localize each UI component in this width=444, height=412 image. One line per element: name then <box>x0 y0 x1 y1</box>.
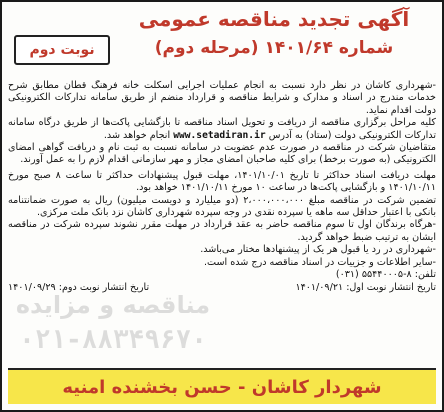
rejection-paragraph <box>8 244 436 256</box>
notice-title: آگهی تجدید مناقصه عمومی <box>138 7 410 31</box>
second-publication-date: تاریخ انتشار نوبت دوم: ۱۴۰۱/۰۹/۲۹ <box>8 281 150 293</box>
other-info-paragraph <box>8 257 436 269</box>
intro-paragraph <box>8 80 436 117</box>
winners-text: هرگاه برندگان اول تا سوم مناقصه حاضر به عقد قرارداد در مهلت مقرر نشوند سپرده شرکت در مناقصه ایشان به ترتیب ضبط خواهد گردید. <box>8 219 436 243</box>
first-publication-date: تاریخ انتشار نوبت اول: ۱۴۰۱/۰۹/۲۱ <box>295 281 436 293</box>
guarantee-paragraph <box>8 195 436 220</box>
other-info-text: سایر اطلاعات و جزییات در اسناد مناقصه درج شده است. <box>204 256 433 268</box>
guarantee-text: تضمین شرکت در مناقصه مبلغ ۲،۰۰۰،۰۰۰،۰۰۰ (دو میلیارد و دویست میلیون) ریال به صورت ضمانتنامه بانکی با اعتبار حداقل سه ماهه یا سپرده نقدی در وجه سپرده شهرداری کاشان نزد بانک ملت مرکزی. <box>8 194 436 219</box>
eligibility-paragraph <box>8 142 436 167</box>
deadline-paragraph <box>8 170 436 195</box>
setad-website-link[interactable]: www.setadiran.ir <box>173 129 266 141</box>
publication-round-badge: نوبت دوم <box>14 35 110 65</box>
procedure-end-text: انجام خواهد شد. <box>103 129 171 141</box>
eligibility-text: متقاضیان شرکت در مناقصه در صورت عدم عضویت در سامانه نسبت به ثبت نام و دریافت گواهی امضای الکترونیکی (به صورت برخط) برای کلیه صاحبان امضای مجاز و مهر سازمانی اقدام لازم را به عمل آورند. <box>8 142 436 166</box>
contact-phone <box>8 269 436 281</box>
winners-paragraph <box>8 219 436 244</box>
publication-dates <box>8 282 436 294</box>
watermark-brand: مناقصه و مزایده <box>15 291 211 319</box>
phone-text: تلفن: ۸-۵۵۴۴۰۰۰۵ (۰۳۱) <box>335 269 436 281</box>
mayor-signature: شهردار کاشان - حسن بخشنده امنیه <box>8 368 436 404</box>
rejection-text: شهرداری در رد یا قبول هر یک از پیشنهادها مختار می‌باشد. <box>200 244 433 256</box>
deadline-text: مهلت دریافت اسناد حداکثر تا تاریخ ۱۴۰۱/۱۰/۰۱، مهلت قبول پیشنهادات حداکثر تا ساعت ۸ صبح مورخ ۱۴۰۱/۱۰/۱۱ و بازگشایی پاکت‌ها در ساعت ۱۰ مورخ ۱۴۰۱/۱۰/۱۱ خواهد بود. <box>8 169 436 194</box>
watermark-phone: ۰۲۱-۸۸۳۴۹۶۷۰ <box>19 325 207 355</box>
notice-header <box>2 2 442 84</box>
notice-number: شماره ۱۴۰۱/۶۴ (مرحله دوم) <box>154 38 394 58</box>
procedure-paragraph <box>8 117 436 142</box>
notice-body <box>8 80 436 370</box>
intro-text: شهرداری کاشان در نظر دارد نسبت به انجام عملیات اجرایی اسکلت خانه فرهنگ قطان مطابق شرح خدمات مندرج در اسناد و مدارک و شرایط مناقصه و قرارداد منضم از طریق سامانه تدارکات الکترونیکی دولت اقدام نماید. <box>8 80 436 116</box>
procedure-text: کلیه مراحل برگزاری مناقصه از دریافت و تحویل اسناد مناقصه تا بازگشایی پاکت‌ها از طریق درگاه سامانه تدارکات الکترونیکی دولت (ستاد) به آدرس <box>8 117 436 141</box>
